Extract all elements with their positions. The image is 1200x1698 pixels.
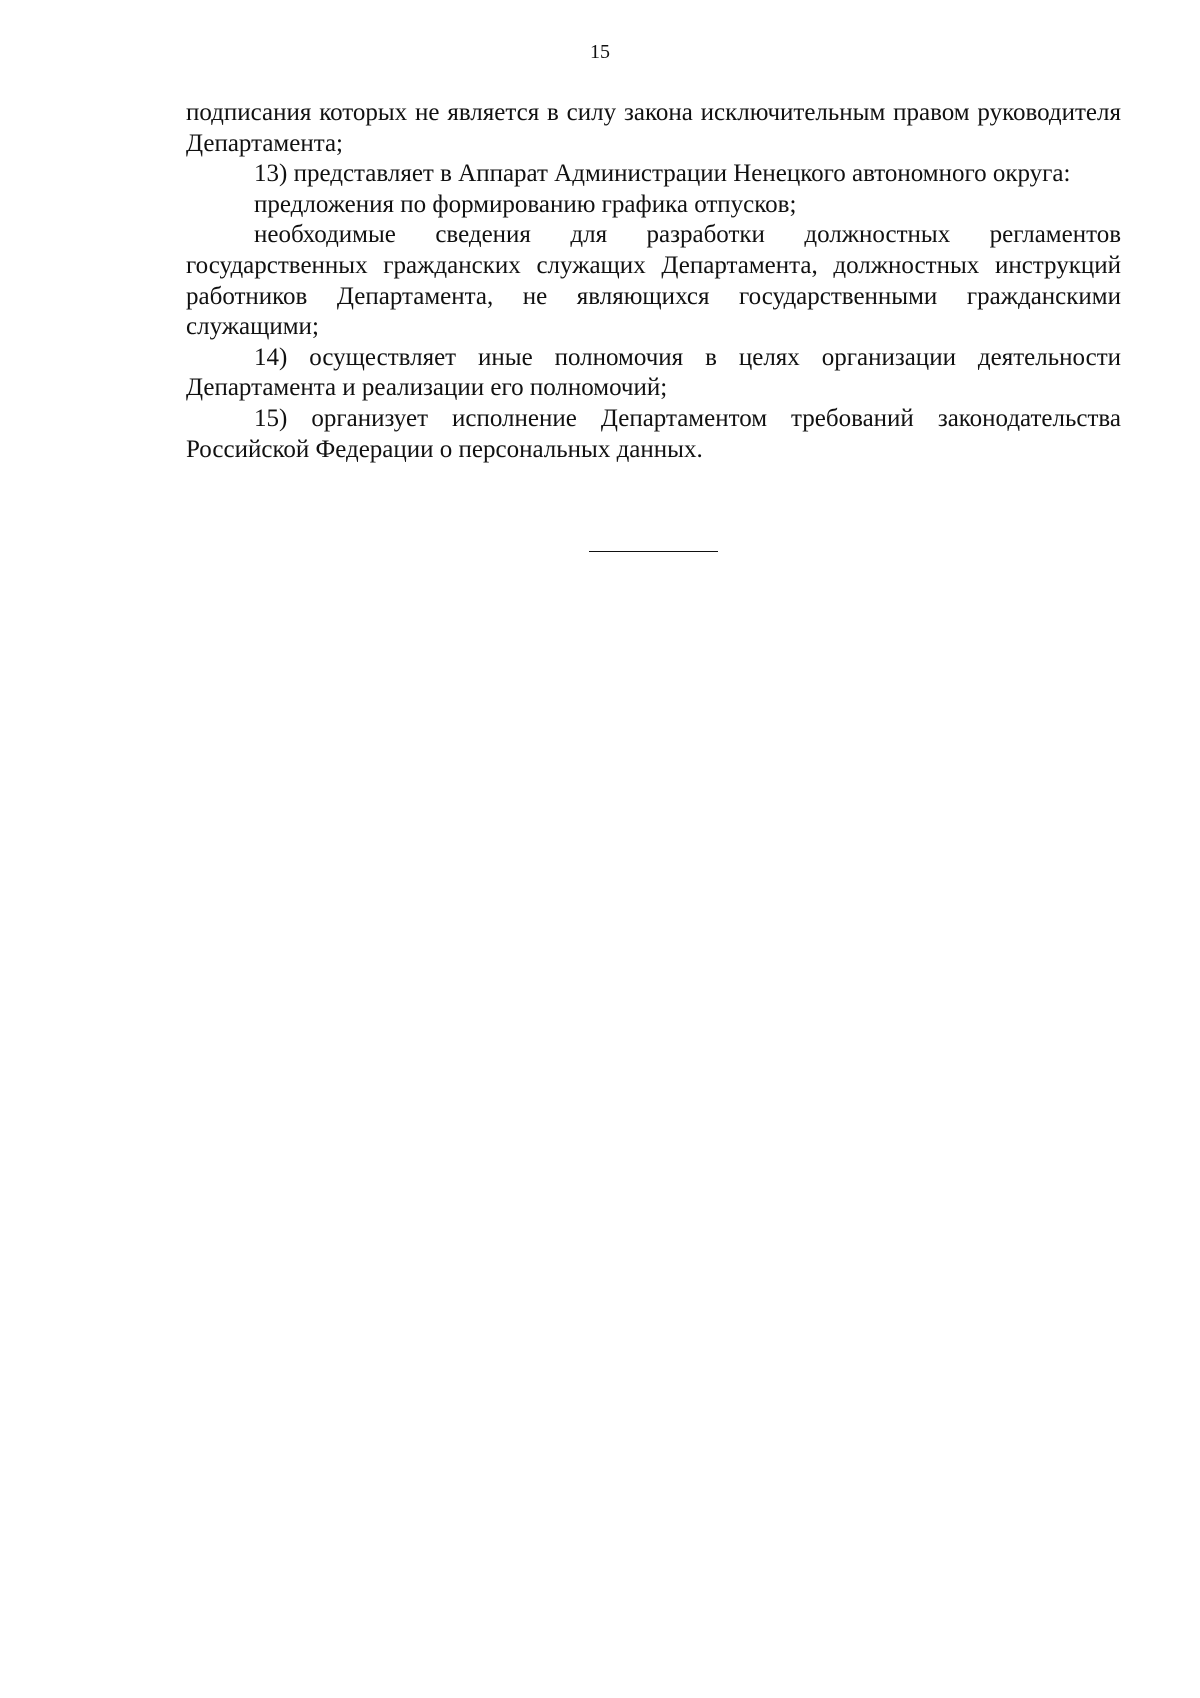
document-body (186, 98, 1121, 465)
paragraph-item-13: 13) представляет в Аппарат Администрации Ненецкого автономного округа: (254, 160, 1071, 188)
paragraph-item-13-vacation-schedule: предложения по формированию графика отпусков; (254, 190, 797, 218)
paragraph-item-15: 15) организует исполнение Департаментом требований законодательства Российской Федерации о персональных данных. (186, 404, 1121, 463)
paragraph-continuation: подписания которых не является в силу закона исключительным правом руководителя Департамента; (186, 99, 1121, 157)
paragraph-item-13-job-regulations: необходимые сведения для разработки должностных регламентов государственных гражданских служащих Департамента, должностных инструкций работников Департамента, не являющихся государственными гражданскими служащими; (186, 221, 1121, 341)
paragraph-item-14: 14) осуществляет иные полномочия в целях организации деятельности Департамента и реализации его полномочий; (186, 343, 1121, 402)
end-of-document-rule (589, 551, 718, 552)
page-number: 15 (590, 41, 610, 63)
